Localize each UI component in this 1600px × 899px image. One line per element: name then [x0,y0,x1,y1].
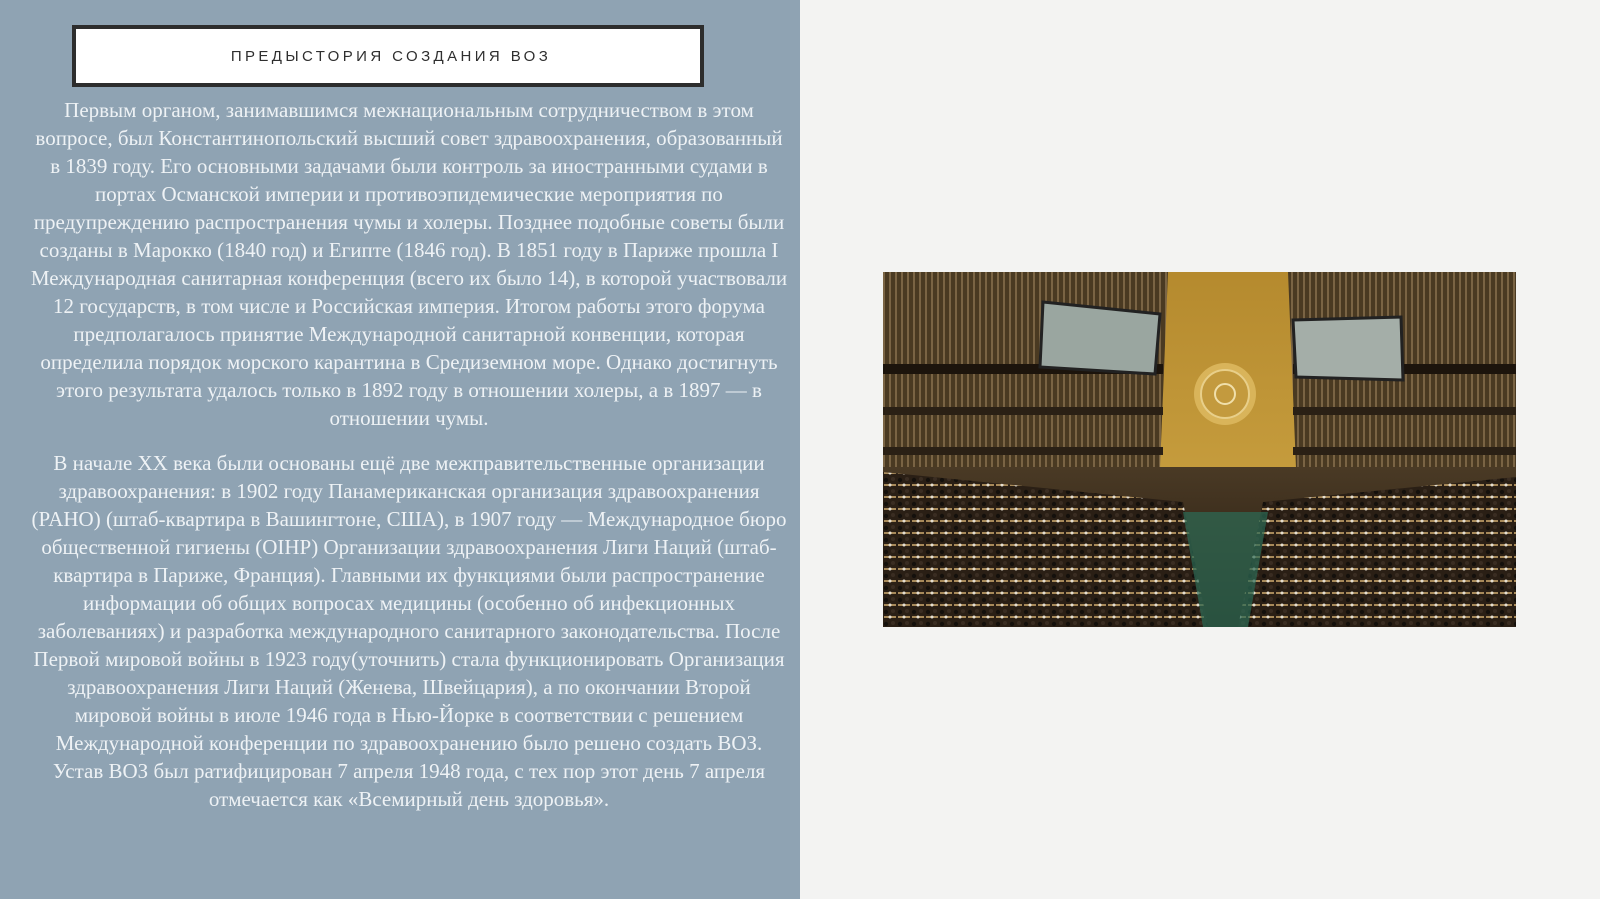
paragraph-1: Первым органом, занимавшимся межнациональным сотрудничеством в этом вопросе, был Константинопольский высший совет здравоохранения, образованный в 1839 году. Его основными задачами были контроль за иностранными судами в портах Османской империи и противоэпидемические мероприятия по предупреждению распространения чумы и холеры. Позднее подобные советы были созданы в Марокко (1840 год) и Египте (1846 год). В 1851 году в Париже прошла I Международная санитарная конференция (всего их было 14), в которой участвовали 12 государств, в том числе и Российская империя. Итогом работы этого форума предполагалось принятие Международной санитарной конвенции, которая определила порядок морского карантина в Средиземном море. Однако достигнуть этого результата удалось только в 1892 году в отношении холеры, а в 1897 — в отношении чумы. [30,98,788,430]
slide-title: ПРЕДЫСТОРИЯ СОЗДАНИЯ ВОЗ [230,47,552,65]
title-box [72,25,704,87]
body-text [30,96,788,830]
un-general-assembly-photo [883,272,1516,627]
paragraph-2: В начале XX века были основаны ещё две межправительственные организации здравоохранения: в 1902 году Панамериканская организация здравоохранения (PAHO) (штаб-квартира в Вашингтоне, США), в 1907 году — Международное бюро общественной гигиены (OIHP) Организации здравоохранения Лиги Наций (штаб-квартира в Париже, Франция). Главными их функциями были распространение информации об общих вопросах медицины (особенно об инфекционных заболеваниях) и разработка международного санитарного законодательства. После Первой мировой войны в 1923 году(уточнить) стала функционировать Организация здравоохранения Лиги Наций (Женева, Швейцария), а по окончании Второй мировой войны в июле 1946 года в Нью-Йорке в соответствии с решением Международной конференции по здравоохранению было решено создать ВОЗ. Устав ВОЗ был ратифицирован 7 апреля 1948 года, с тех пор этот день 7 апреля отмечается как «Всемирный день здоровья». [31,451,787,811]
